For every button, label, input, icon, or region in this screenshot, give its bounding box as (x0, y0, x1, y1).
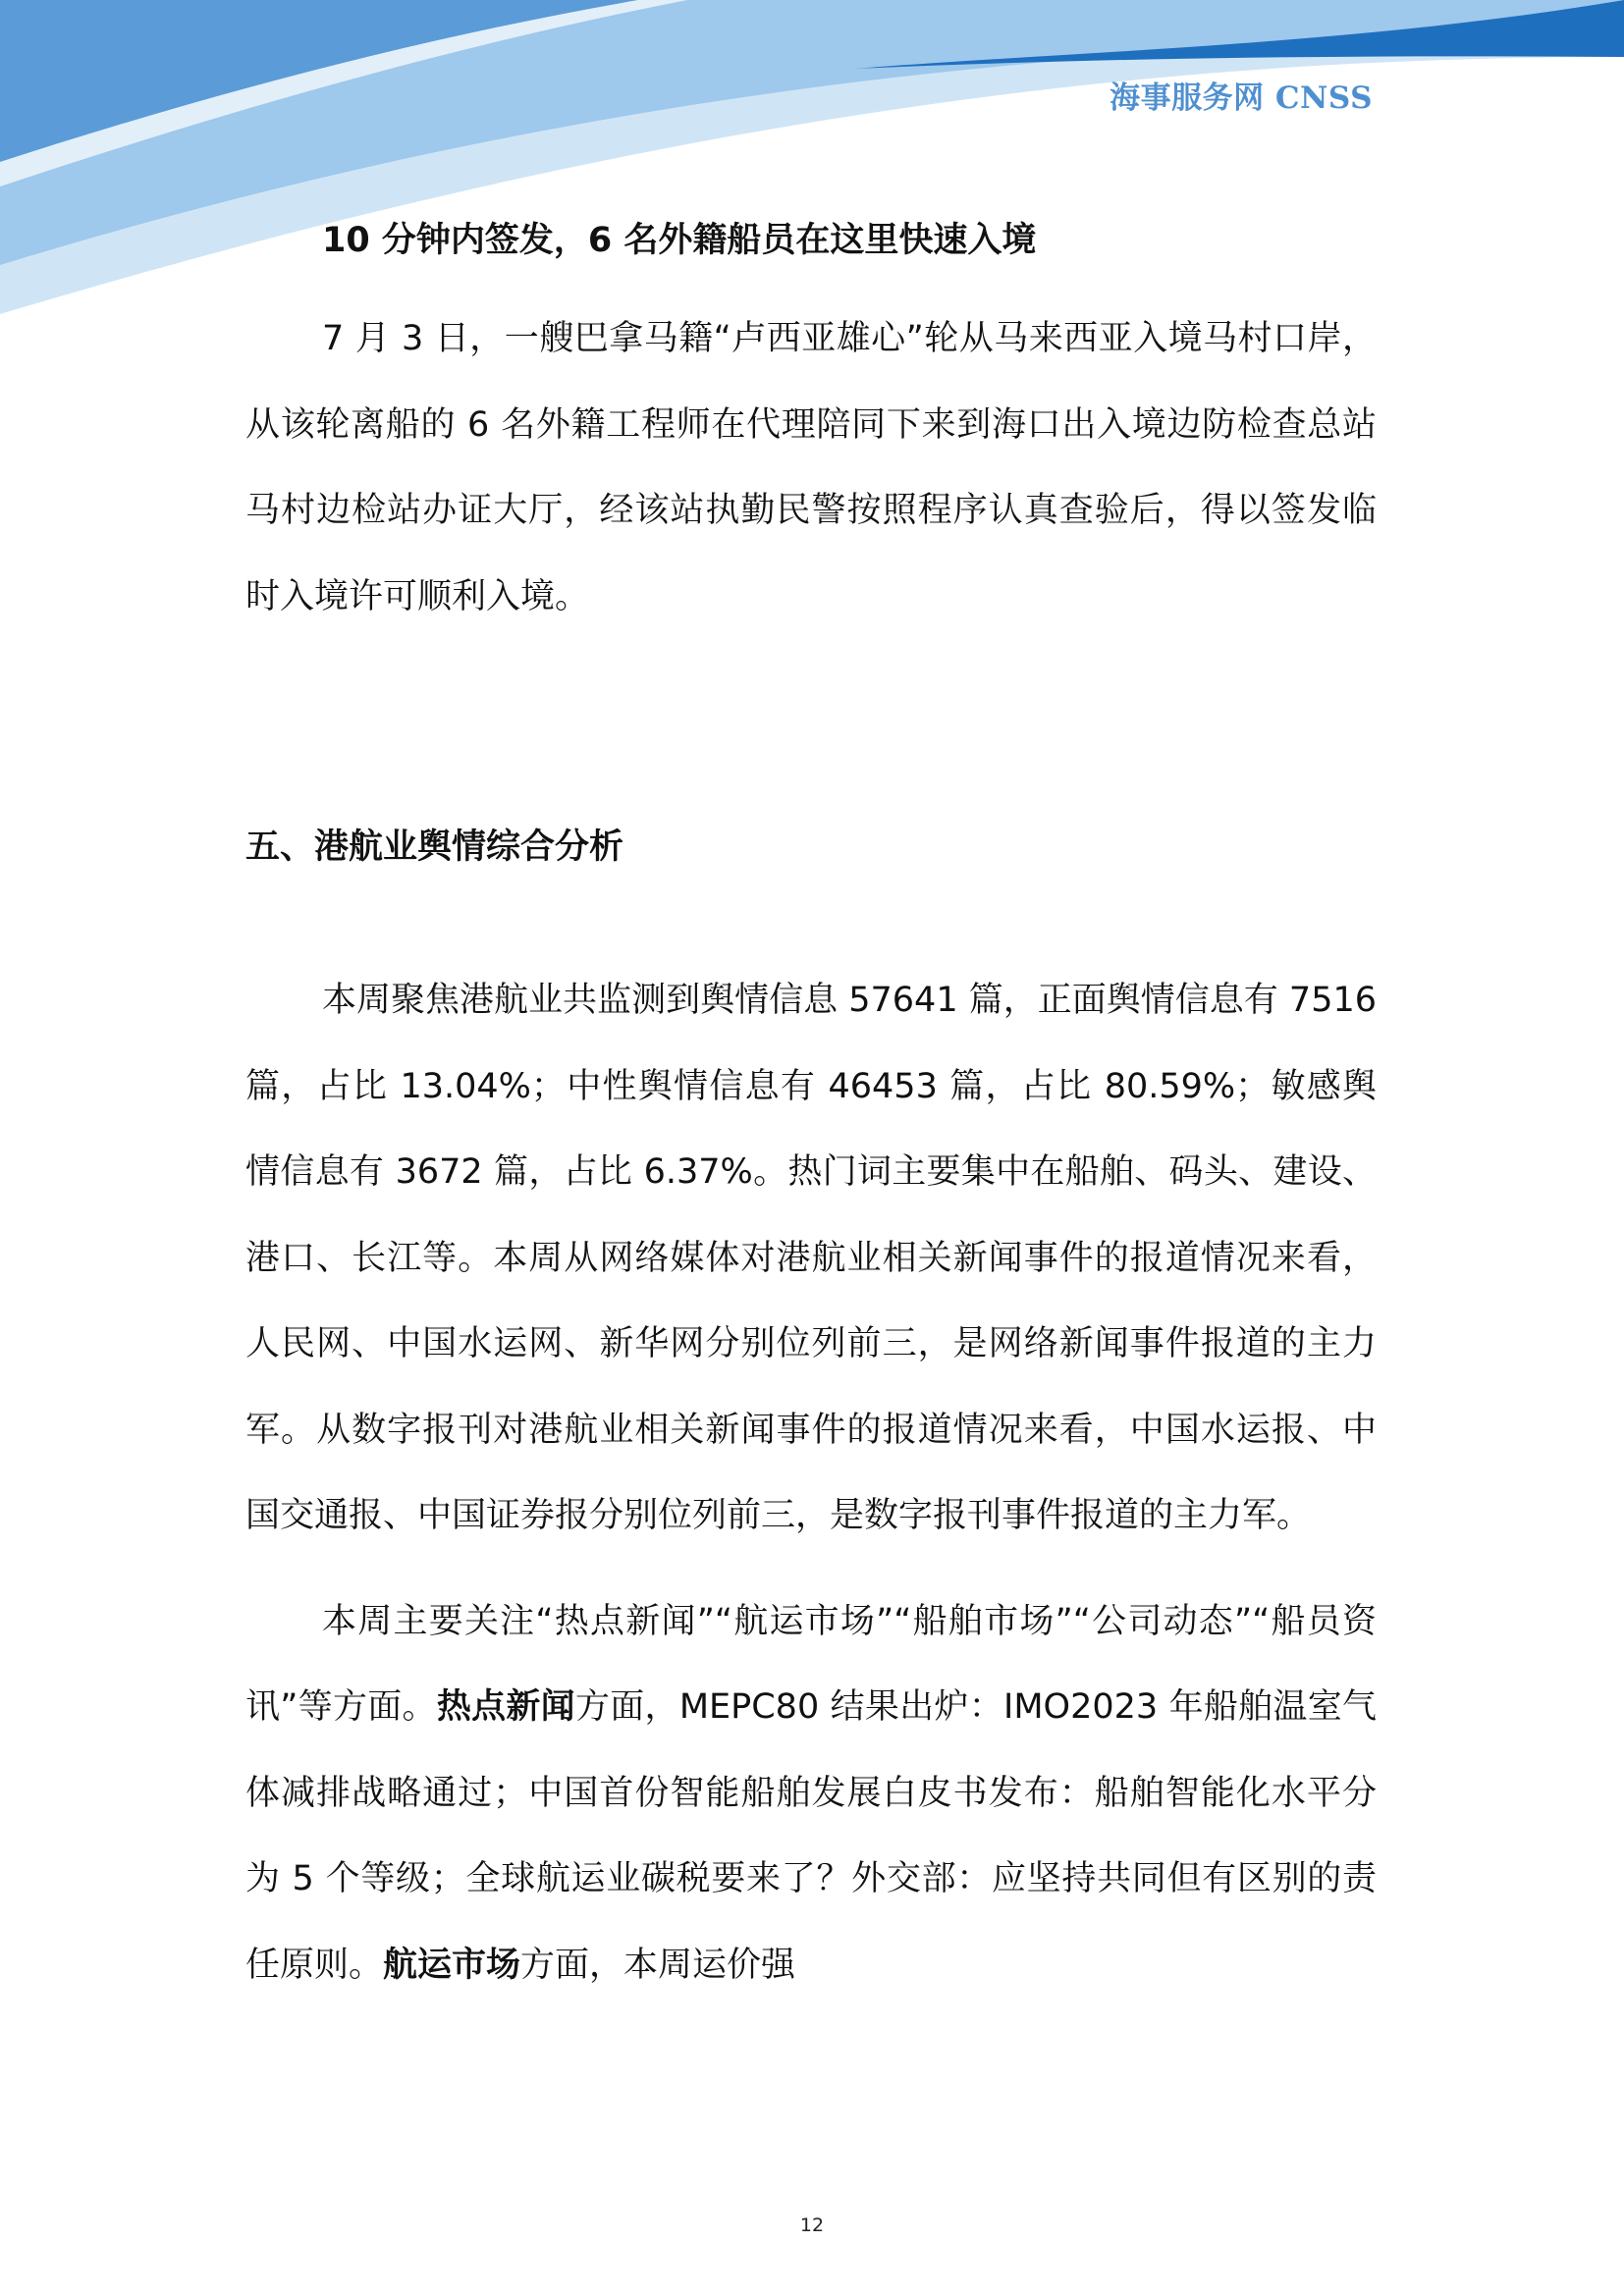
page-content (245, 206, 1377, 2008)
brand-header: 海事服务网 CNSS (1110, 80, 1373, 116)
hot-news-keyword: 热点新闻 (436, 1687, 575, 1727)
focus-intro-text: 本周主要关注“热点新闻”“航运市场”“船舶市场”“公司动态”“船员资讯”等方面。 (245, 1601, 1377, 1727)
shipping-market-keyword: 航运市场 (383, 1945, 521, 1985)
news-paragraph: 7 月 3 日，一艘巴拿马籍“卢西亚雄心”轮从马来西亚入境马村口岸，从该轮离船的 6 名外籍工程师在代理陪同下来到海口出入境边防检查总站马村边检站办证大厅，经该站执勤民警按照程序认真查验后，得以签发临时入境许可顺利入境。 (245, 319, 1377, 616)
section-title: 五、港航业舆情综合分析 (245, 828, 624, 867)
page-number: 12 (799, 2215, 825, 2236)
focus-paragraph (245, 1579, 1377, 2009)
analysis-paragraph: 本周聚焦港航业共监测到舆情信息 57641 篇，正面舆情信息有 7516 篇，占比 13.04%；中性舆情信息有 46453 篇，占比 80.59%；敏感舆情信息有 3672 篇，占比 6.37%。热门词主要集中在船舶、码头、建设、港口、长江等。本周从网络媒体对港航业相关新闻事件的报道情况来看，人民网、中国水运网、新华网分别位列前三，是网络新闻事件报道的主力军。从数字报刊对港航业相关新闻事件的报道情况来看，中国水运报、中国交通报、中国证券报分别位列前三，是数字报刊事件报道的主力军。 (245, 981, 1377, 1535)
shipping-market-text: 方面，本周运价强 (520, 1945, 796, 1985)
hot-news-text: 方面，MEPC80 结果出炉：IMO2023 年船舶温室气体减排战略通过；中国首份智能船舶发展白皮书发布：船舶智能化水平分为 5 个等级；全球航运业碳税要来了？外交部：应坚持共同但有区别的责任原则。 (245, 1687, 1377, 1985)
news-headline: 10 分钟内签发，6 名外籍船员在这里快速入境 (322, 221, 1037, 260)
